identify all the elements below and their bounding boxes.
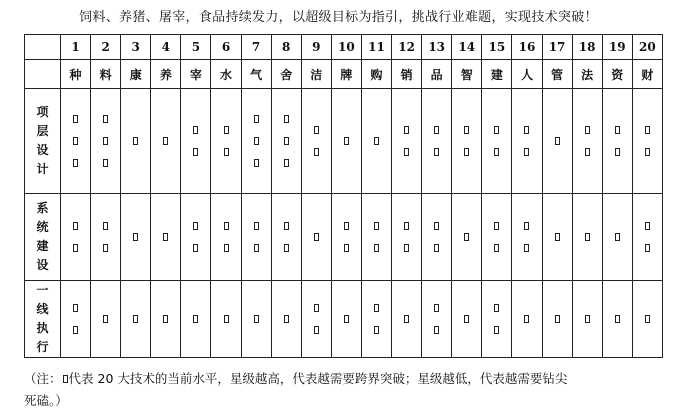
star-level-cell [91,281,121,358]
star-level-cell [572,194,602,281]
column-name: 气 [241,60,271,89]
star-level-cell [301,281,331,358]
column-number: 3 [121,35,151,60]
column-number: 16 [512,35,542,60]
star-level-cell [602,194,632,281]
column-number: 12 [392,35,422,60]
star-level-cell [61,281,91,358]
star-marker-icon [344,222,349,230]
star-marker-icon [404,244,409,252]
star-marker-icon [344,315,349,323]
star-marker-icon [284,315,289,323]
star-level-cell [512,281,542,358]
header-number-row [25,35,663,60]
star-marker-icon [73,115,78,123]
star-marker-icon [314,148,319,156]
row-label-char: 线 [36,302,49,316]
row-label-char: 建 [36,239,49,253]
star-level-cell [61,89,91,194]
star-marker-icon [193,222,198,230]
star-level-cell [452,281,482,358]
column-number: 14 [452,35,482,60]
column-number: 9 [301,35,331,60]
star-marker-icon [645,244,650,252]
star-marker-icon [63,375,68,383]
star-marker-icon [434,326,439,334]
star-level-cell [121,281,151,358]
star-level-cell [211,194,241,281]
star-marker-icon [193,148,198,156]
star-marker-icon [344,137,349,145]
star-marker-icon [314,126,319,134]
star-marker-icon [103,315,108,323]
row-label-char: 计 [36,162,49,176]
star-level-cell [542,281,572,358]
star-level-cell [331,281,361,358]
star-level-cell [572,89,602,194]
star-marker-icon [73,222,78,230]
star-marker-icon [404,222,409,230]
star-level-cell [452,194,482,281]
star-level-cell [422,89,452,194]
star-level-cell [452,89,482,194]
star-marker-icon [585,148,590,156]
star-marker-icon [645,315,650,323]
column-number: 2 [91,35,121,60]
star-level-cell [361,281,391,358]
star-level-cell [542,89,572,194]
star-level-cell [151,89,181,194]
star-marker-icon [374,326,379,334]
column-name: 财 [632,60,662,89]
star-level-cell [181,89,211,194]
star-marker-icon [314,233,319,241]
star-marker-icon [284,222,289,230]
star-marker-icon [133,233,138,241]
star-level-cell [392,194,422,281]
star-marker-icon [163,315,168,323]
star-level-cell [241,281,271,358]
corner-cell [25,35,61,60]
star-marker-icon [314,304,319,312]
row-label [25,89,61,194]
star-marker-icon [645,126,650,134]
star-marker-icon [434,304,439,312]
column-name: 种 [61,60,91,89]
column-number: 17 [542,35,572,60]
star-marker-icon [73,304,78,312]
star-marker-icon [494,148,499,156]
star-marker-icon [494,126,499,134]
star-level-cell [602,89,632,194]
star-marker-icon [284,115,289,123]
star-level-cell [271,281,301,358]
column-name: 舍 [271,60,301,89]
row-label-char: 项 [36,105,49,119]
star-marker-icon [314,326,319,334]
star-marker-icon [344,244,349,252]
star-marker-icon [434,244,439,252]
star-marker-icon [284,137,289,145]
column-name: 牌 [331,60,361,89]
star-level-cell [271,89,301,194]
column-number: 6 [211,35,241,60]
star-marker-icon [404,148,409,156]
row-label-char: 系 [36,201,49,215]
footnote-text: 代表 20 大技术的当前水平，星级越高，代表越需要跨界突破；星级越低，代表越需要钻尖 [68,371,568,386]
star-level-cell [542,194,572,281]
column-name: 智 [452,60,482,89]
star-marker-icon [494,244,499,252]
column-name: 销 [392,60,422,89]
star-level-cell [331,89,361,194]
tech-level-table [24,34,663,358]
star-marker-icon [464,315,469,323]
star-marker-icon [73,326,78,334]
column-name: 购 [361,60,391,89]
star-level-cell [361,89,391,194]
column-name: 料 [91,60,121,89]
star-marker-icon [224,244,229,252]
column-number: 13 [422,35,452,60]
star-marker-icon [73,159,78,167]
star-marker-icon [374,304,379,312]
star-marker-icon [103,222,108,230]
column-number: 1 [61,35,91,60]
column-number: 20 [632,35,662,60]
star-marker-icon [585,126,590,134]
star-level-cell [482,194,512,281]
column-name: 养 [151,60,181,89]
star-marker-icon [374,222,379,230]
star-marker-icon [404,126,409,134]
star-marker-icon [103,244,108,252]
star-level-cell [91,89,121,194]
star-marker-icon [555,233,560,241]
star-marker-icon [615,233,620,241]
row-label-char: 层 [36,124,49,138]
row-label-char: 设 [36,258,49,272]
column-name: 资 [602,60,632,89]
star-marker-icon [524,126,529,134]
row-label-char: 设 [36,143,49,157]
row-label [25,281,61,358]
star-level-cell [301,89,331,194]
star-marker-icon [224,126,229,134]
column-name: 法 [572,60,602,89]
column-name: 水 [211,60,241,89]
star-level-cell [241,194,271,281]
star-level-cell [211,281,241,358]
star-marker-icon [133,137,138,145]
star-level-cell [121,89,151,194]
row-label [25,194,61,281]
star-level-cell [632,281,662,358]
star-marker-icon [133,315,138,323]
star-level-cell [482,89,512,194]
star-marker-icon [284,159,289,167]
column-name: 宰 [181,60,211,89]
star-marker-icon [254,222,259,230]
row-label-char: 行 [36,340,49,354]
star-marker-icon [103,159,108,167]
star-marker-icon [254,244,259,252]
star-level-cell [151,281,181,358]
star-level-cell [422,194,452,281]
star-marker-icon [254,315,259,323]
column-number: 8 [271,35,301,60]
star-marker-icon [434,222,439,230]
table-row [25,194,663,281]
row-label-char: 统 [36,220,49,234]
column-number: 7 [241,35,271,60]
star-marker-icon [464,233,469,241]
star-marker-icon [555,137,560,145]
star-level-cell [181,281,211,358]
star-marker-icon [224,222,229,230]
star-marker-icon [254,115,259,123]
star-marker-icon [73,137,78,145]
star-marker-icon [494,326,499,334]
footnote-continuation: 死磕。） [24,393,68,408]
star-marker-icon [193,126,198,134]
star-marker-icon [494,222,499,230]
star-level-cell [241,89,271,194]
column-number: 4 [151,35,181,60]
star-marker-icon [524,148,529,156]
star-level-cell [422,281,452,358]
star-marker-icon [494,304,499,312]
star-marker-icon [464,126,469,134]
column-name: 人 [512,60,542,89]
star-marker-icon [615,315,620,323]
star-level-cell [602,281,632,358]
column-name: 品 [422,60,452,89]
star-marker-icon [645,148,650,156]
column-number: 5 [181,35,211,60]
column-number: 15 [482,35,512,60]
star-marker-icon [254,159,259,167]
corner-cell [25,60,61,89]
star-marker-icon [163,233,168,241]
star-level-cell [392,281,422,358]
star-marker-icon [254,137,259,145]
star-marker-icon [404,315,409,323]
column-name: 康 [121,60,151,89]
column-number: 18 [572,35,602,60]
star-marker-icon [524,315,529,323]
star-level-cell [271,194,301,281]
footnote [24,368,664,412]
star-level-cell [482,281,512,358]
star-level-cell [361,194,391,281]
star-marker-icon [585,233,590,241]
star-marker-icon [464,148,469,156]
star-marker-icon [374,244,379,252]
star-level-cell [301,194,331,281]
star-marker-icon [193,244,198,252]
star-marker-icon [645,222,650,230]
column-name: 管 [542,60,572,89]
star-marker-icon [103,137,108,145]
star-level-cell [392,89,422,194]
star-marker-icon [103,115,108,123]
row-label-char: 一 [36,283,49,297]
page-title: 饲料、养猪、屠宰，食品持续发力，以超级目标为指引，挑战行业难题，实现技术突破！ [79,10,598,25]
row-label-char: 执 [36,321,49,335]
star-level-cell [151,194,181,281]
star-marker-icon [524,222,529,230]
star-marker-icon [555,315,560,323]
star-marker-icon [585,315,590,323]
star-marker-icon [163,137,168,145]
footnote-prefix: （注： [24,371,62,386]
star-marker-icon [615,126,620,134]
star-marker-icon [224,315,229,323]
table-row [25,281,663,358]
column-name: 洁 [301,60,331,89]
star-marker-icon [434,126,439,134]
star-marker-icon [434,148,439,156]
star-marker-icon [73,244,78,252]
star-marker-icon [284,244,289,252]
star-level-cell [61,194,91,281]
table-row [25,89,663,194]
column-number: 11 [361,35,391,60]
star-marker-icon [615,148,620,156]
star-level-cell [91,194,121,281]
star-level-cell [632,194,662,281]
star-level-cell [632,89,662,194]
star-level-cell [512,89,542,194]
star-level-cell [572,281,602,358]
star-marker-icon [374,137,379,145]
column-number: 10 [331,35,361,60]
star-level-cell [512,194,542,281]
star-marker-icon [524,244,529,252]
star-level-cell [331,194,361,281]
star-marker-icon [224,148,229,156]
star-level-cell [211,89,241,194]
star-marker-icon [193,315,198,323]
star-level-cell [181,194,211,281]
column-name: 建 [482,60,512,89]
star-level-cell [121,194,151,281]
header-name-row [25,60,663,89]
column-number: 19 [602,35,632,60]
